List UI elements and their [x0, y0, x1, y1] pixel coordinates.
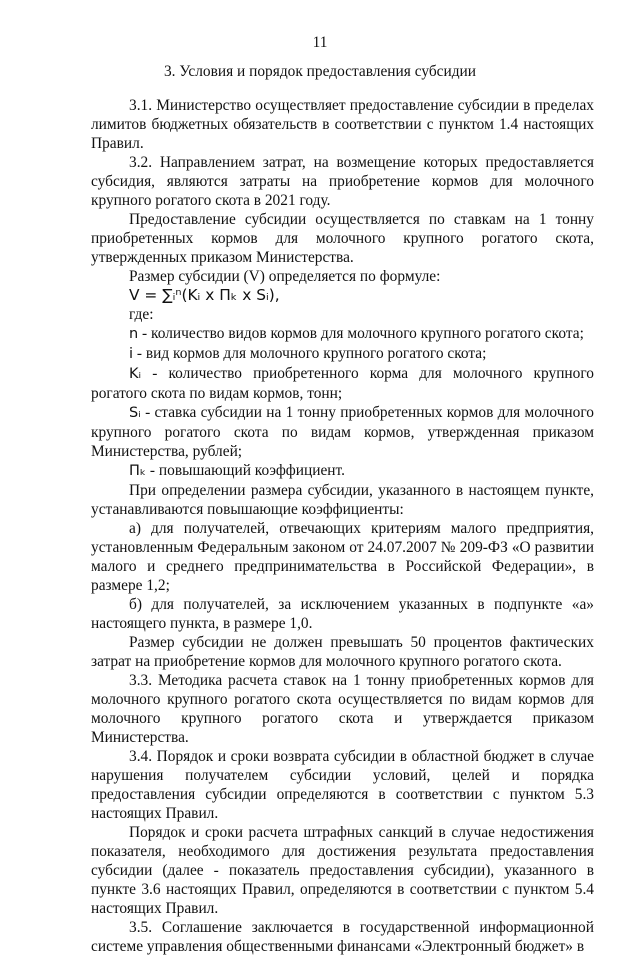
paragraph-coefficients: При определении размера субсидии, указанного в настоящем пункте, устанавливаются повышающие коэффициенты: — [91, 482, 594, 518]
paragraph-formula-intro: Размер субсидии (V) определяется по формуле: — [129, 268, 441, 285]
formula-where: где: — [129, 306, 154, 323]
symbol-pk: Пₖ — [129, 463, 147, 479]
page-number: 11 — [312, 34, 328, 51]
definition-k: Kᵢ - количество приобретенного корма для молочного крупного рогатого скота по видам кормов, тонн; — [91, 365, 594, 402]
definition-s: Sᵢ - ставка субсидии на 1 тонну приобретенных кормов для молочного крупного рогатого скота по видам кормов, утвержденная приказом Министерства, рублей; — [91, 404, 594, 460]
paragraph-coefficient-a: а) для получателей, отвечающих критериям малого предприятия, установленным Федеральным законом от 24.07.2007 № 209-ФЗ «О развитии малого и среднего предпринимательства в Российской Федерации», в размере 1,2; — [91, 520, 594, 594]
paragraph-3-4: 3.4. Порядок и сроки возврата субсидии в областной бюджет в случае нарушения получателем субсидии условий, целей и порядка предоставления субсидии определяются в соответствии с пунктом 5.3 настоящих Правил. — [91, 748, 594, 822]
paragraph-3-2: 3.2. Направлением затрат, на возмещение которых предоставляется субсидия, являются затраты на приобретение кормов для молочного крупного рогатого скота в 2021 году. — [91, 154, 594, 209]
document-body — [91, 96, 594, 956]
formula: V = ∑ᵢⁿ(Kᵢ x Пₖ x Sᵢ), — [129, 286, 280, 304]
section-title: 3. Условия и порядок предоставления субсидии — [163, 63, 477, 80]
definition-pk: Пₖ - повышающий коэффициент. — [129, 462, 345, 479]
paragraph-coefficient-b: б) для получателей, за исключением указанных в подпункте «а» настоящего пункта, в размере 1,0. — [91, 596, 594, 632]
definition-i: i - вид кормов для молочного крупного рогатого скота; — [129, 345, 487, 362]
definition-n: n - количество видов кормов для молочного крупного рогатого скота; — [129, 325, 584, 342]
symbol-k: Kᵢ — [129, 366, 142, 382]
paragraph-3-5: 3.5. Соглашение заключается в государственной информационной системе управления общественными финансами «Электронный бюджет» в — [91, 919, 594, 955]
paragraph-limit: Размер субсидии не должен превышать 50 процентов фактических затрат на приобретение кормов для молочного крупного рогатого скота. — [91, 634, 594, 670]
paragraph-3-3: 3.3. Методика расчета ставок на 1 тонну приобретенных кормов для молочного крупного рогатого скота осуществляется по видам кормов для молочного крупного рогатого скота и утверждается приказом Министерства. — [91, 672, 594, 746]
paragraph-rates: Предоставление субсидии осуществляется по ставкам на 1 тонну приобретенных кормов для молочного крупного рогатого скота, утвержденных приказом Министерства. — [91, 211, 594, 266]
paragraph-penalties: Порядок и сроки расчета штрафных санкций в случае недостижения показателя, необходимого для достижения результата предоставления субсидии (далее - показатель предоставления субсидии), указанного в пункте 3.6 настоящих Правил, определяются в соответствии с пунктом 5.4 настоящих Правил. — [91, 824, 594, 917]
symbol-i: i — [129, 346, 134, 362]
symbol-n: n — [129, 326, 139, 342]
paragraph-3-1: 3.1. Министерство осуществляет предоставление субсидии в пределах лимитов бюджетных обязательств в соответствии с пунктом 1.4 настоящих Правил. — [91, 97, 594, 152]
symbol-s: Sᵢ — [129, 405, 141, 421]
